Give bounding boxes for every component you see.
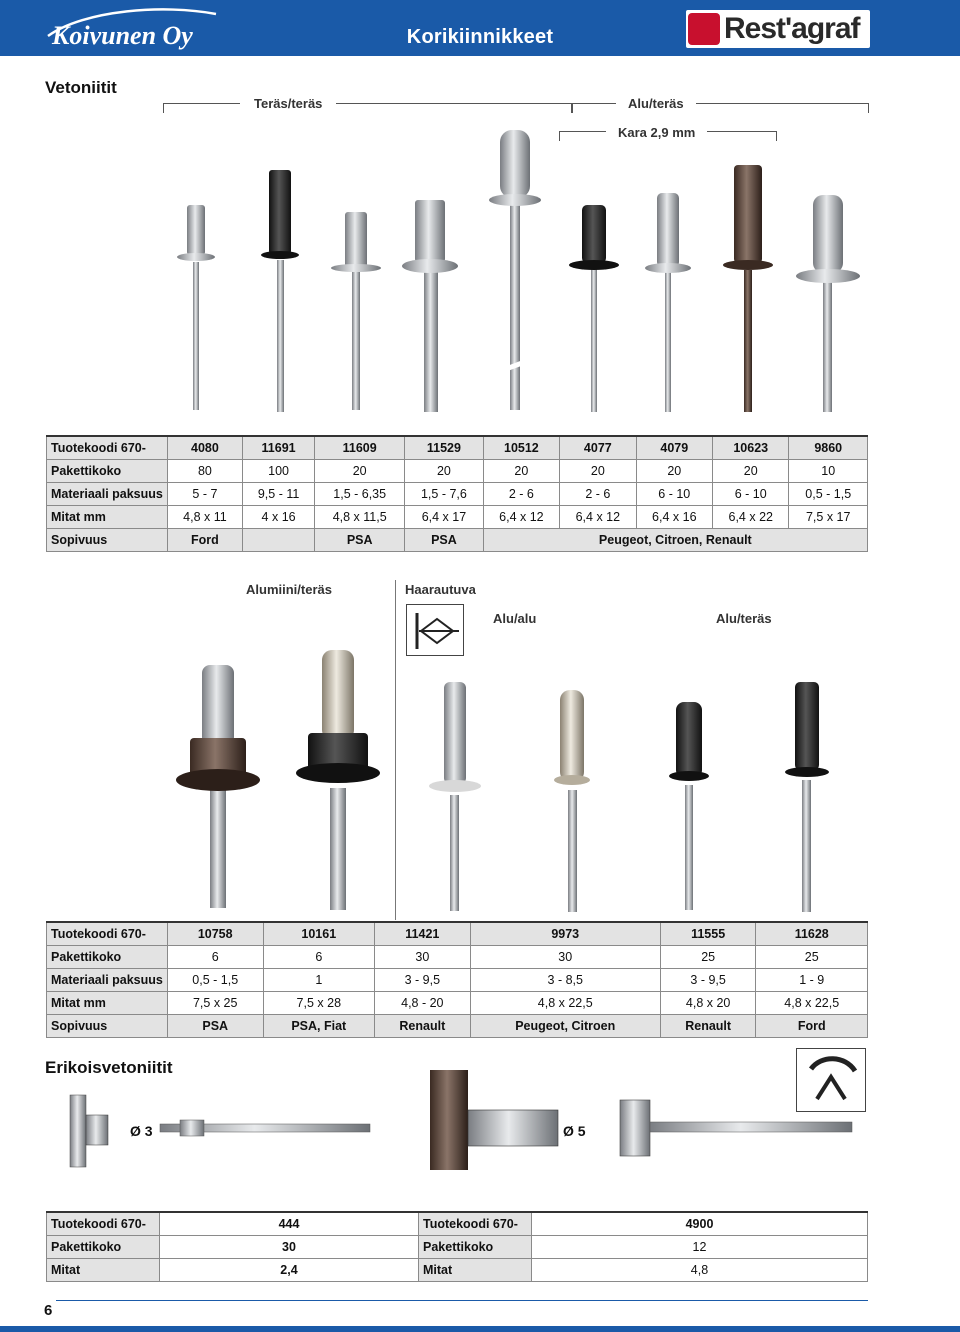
rivet-10512 <box>489 130 541 410</box>
label-teras-teras: Teräs/teräs <box>240 96 336 111</box>
label-alu-alu: Alu/alu <box>493 611 537 626</box>
table-row: Sopivuus PSA PSA, Fiat Renault Peugeot, Citroen Renault Ford <box>47 1015 868 1038</box>
spec-table-2 <box>46 921 868 1038</box>
special-rivet-4900 <box>430 1070 852 1170</box>
special-rivet-444 <box>70 1095 370 1167</box>
label-haarautuva: Haarautuva <box>405 582 476 597</box>
rivet-10161 <box>296 650 380 910</box>
spec-table-1 <box>46 435 868 552</box>
rivet-9860 <box>796 195 860 412</box>
section-divider <box>395 580 396 920</box>
table-row: Mitat mm 4,8 x 11 4 x 16 4,8 x 11,5 6,4 x 17 6,4 x 12 6,4 x 12 6,4 x 16 6,4 x 22 7,5 x 17 <box>47 506 868 529</box>
spec-table-3 <box>46 1211 868 1282</box>
rivet-11421 <box>429 682 481 911</box>
page-number: 6 <box>44 1302 53 1319</box>
table-row: Sopivuus Ford PSA PSA Peugeot, Citroen, Renault <box>47 529 868 552</box>
label-alu-teras: Alu/teräs <box>616 96 696 111</box>
split-rivet-icon <box>406 604 464 656</box>
hook-rivet-icon <box>796 1048 866 1112</box>
rivet-4079 <box>645 193 691 412</box>
diameter-label-3: Ø 3 <box>130 1123 153 1139</box>
rivet-11555 <box>669 702 709 910</box>
table-row: Materiaali paksuus 5 - 7 9,5 - 11 1,5 - 6,35 1,5 - 7,6 2 - 6 2 - 6 6 - 10 6 - 10 0,5 - 1,5 <box>47 483 868 506</box>
table-row: Materiaali paksuus 0,5 - 1,5 1 3 - 9,5 3 - 8,5 3 - 9,5 1 - 9 <box>47 969 868 992</box>
table-row: Mitat 2,4 Mitat 4,8 <box>47 1259 868 1282</box>
table-row: Tuotekoodi 670- 444 Tuotekoodi 670- 4900 <box>47 1212 868 1236</box>
section-title-erikoisvetoniitit: Erikoisvetoniitit <box>45 1058 173 1077</box>
footer-bar <box>0 1326 960 1332</box>
rivet-10758 <box>176 665 260 908</box>
rivet-11529 <box>402 200 458 412</box>
table-row: Pakettikoko 6 6 30 30 25 25 <box>47 946 868 969</box>
label-kara: Kara 2,9 mm <box>606 125 707 140</box>
footer-rule <box>56 1300 868 1301</box>
rivet-10623 <box>723 165 773 412</box>
table-row: Tuotekoodi 670- 4080 11691 11609 11529 10512 4077 4079 10623 9860 <box>47 436 868 460</box>
rivet-4080 <box>177 205 215 410</box>
table-row: Mitat mm 7,5 x 25 7,5 x 28 4,8 - 20 4,8 x 22,5 4,8 x 20 4,8 x 22,5 <box>47 992 868 1015</box>
rivet-9973 <box>554 690 590 912</box>
rivet-11628 <box>785 682 829 912</box>
section-title-vetoniitit: Vetoniitit <box>45 78 117 97</box>
table-row: Pakettikoko 80 100 20 20 20 20 20 20 10 <box>47 460 868 483</box>
table-row: Pakettikoko 30 Pakettikoko 12 <box>47 1236 868 1259</box>
page-title: Korikiinnikkeet <box>406 26 554 48</box>
label-alu-teras-2: Alu/teräs <box>716 611 772 626</box>
table-row: Tuotekoodi 670- 10758 10161 11421 9973 11555 11628 <box>47 922 868 946</box>
diameter-label-5: Ø 5 <box>563 1123 586 1139</box>
rivet-11609 <box>331 212 381 410</box>
restagraf-wordmark: Rest'agraf <box>724 12 860 45</box>
label-alumiini-teras: Alumiini/teräs <box>246 582 332 597</box>
rivet-4077 <box>569 205 619 412</box>
rivet-11691 <box>261 170 299 412</box>
svg-text:Koivunen Oy: Koivunen Oy <box>52 21 193 50</box>
